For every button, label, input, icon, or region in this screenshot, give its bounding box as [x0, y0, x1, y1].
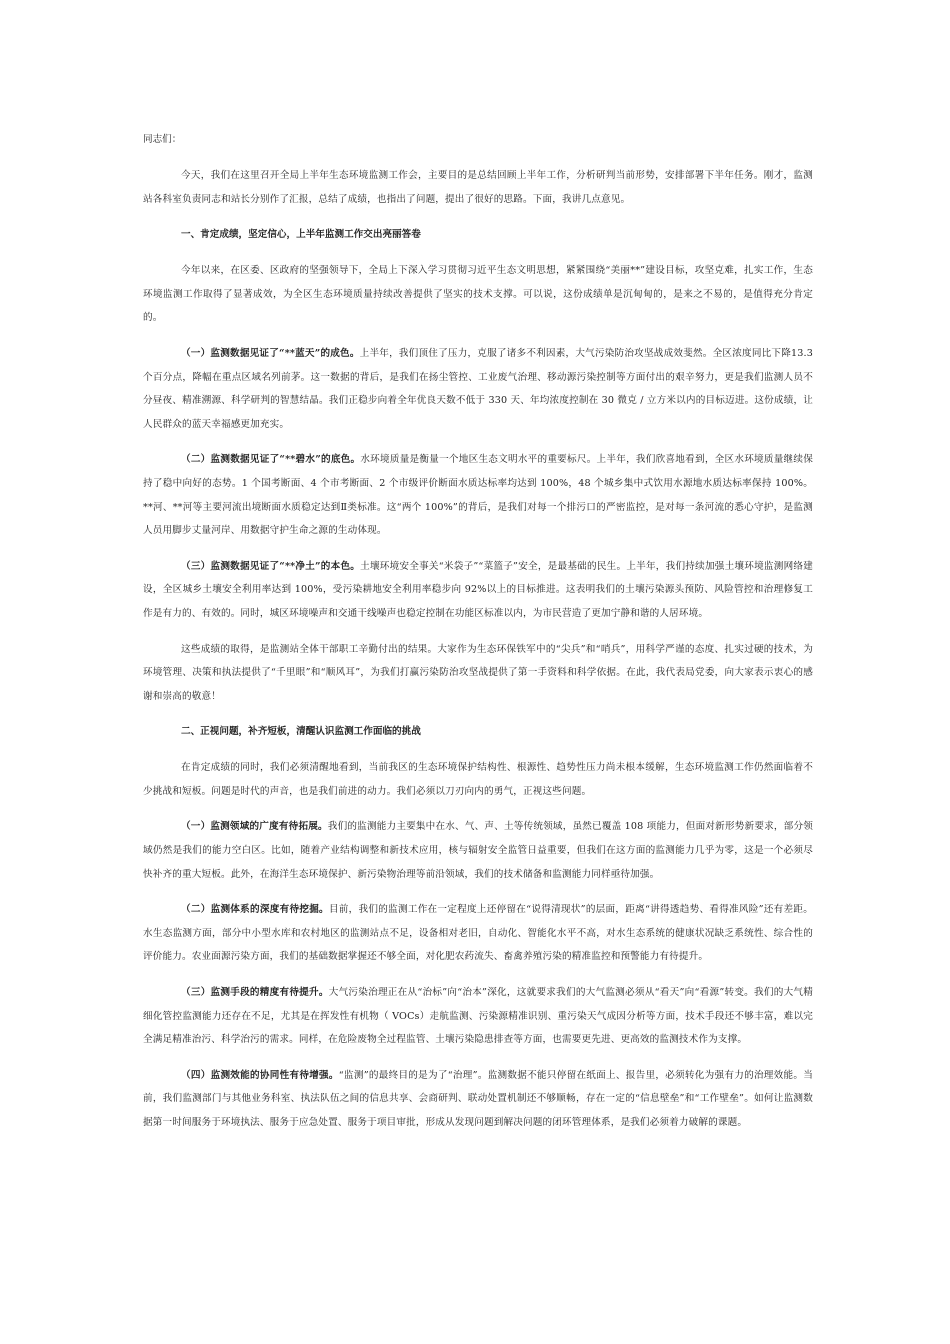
- item-lead: （一）监测数据见证了“**蓝天”的成色。: [181, 347, 360, 359]
- item-text: “监测”的最终目的是为了“治理”。监测数据不能只停留在纸面上、报告里，必须转化为强有力的治理效能。当前，我们监测部门与其他业务科室、执法队伍之间的信息共享、会商研判、联动处置机制还不够顺畅，存在一定的“信息壁垒”和“工作壁垒”。如何让监测数据第一时间服务于环境执法、服务于应急处置、服务于项目审批，形成从发现问题到解决问题的闭环管理体系，是我们必须着力破解的课题。: [143, 1069, 813, 1128]
- item-text: 目前，我们的监测工作在一定程度上还停留在“说得清现状”的层面，距离“讲得透趋势、看得准风险”还有差距。水生态监测方面，部分中小型水库和农村地区的监测站点不足，设备相对老旧，自动化、智能化水平不高，对水生态系统的健康状况缺乏系统性、综合性的评价能力。农业面源污染方面，我们的基础数据掌握还不够全面，对化肥农药流失、畜禽养殖污染的精准监控和预警能力有待提升。: [143, 904, 813, 963]
- salutation: 同志们：: [143, 134, 182, 145]
- item-text: 土壤环境安全事关“米袋子”“菜篮子”安全，是最基础的民生。上半年，我们持续加强土壤环境监测网络建设，全区城乡土壤安全利用率达到 100%，受污染耕地安全利用率稳步向 92%以上的目标推进。这表明我们的土壤污染源头预防、风险管控和治理修复工作是有力的、有效的。同时，城区环境噪声和交通干线噪声也稳定控制在功能区标准以内，为市民营造了更加宁静和谐的人居环境。: [143, 560, 813, 619]
- section-2-item-3: [143, 981, 813, 1052]
- section-2-item-4: [143, 1064, 813, 1135]
- item-lead: （四）监测效能的协同性有待增强。: [181, 1069, 339, 1081]
- document-page: [143, 128, 813, 1147]
- intro-paragraph: 今天，我们在这里召开全局上半年生态环境监测工作会，主要目的是总结回顾上半年工作，分析研判当前形势，安排部署下半年任务。刚才，监测站各科室负责同志和站长分别作了汇报，总结了成绩，也指出了问题，提出了很好的思路。下面，我讲几点意见。: [143, 170, 813, 205]
- item-lead: （二）监测体系的深度有待挖掘。: [181, 904, 329, 916]
- section-1-body: 今年以来，在区委、区政府的坚强领导下，全局上下深入学习贯彻习近平生态文明思想，紧紧围绕“美丽**”建设目标，攻坚克难，扎实工作，生态环境监测工作取得了显著成效，为全区生态环境质量持续改善提供了坚实的技术支撑。可以说，这份成绩单是沉甸甸的，是来之不易的，是值得充分肯定的。: [143, 265, 813, 324]
- section-1-closing: 这些成绩的取得，是监测站全体干部职工辛勤付出的结果。大家作为生态环保铁军中的“尖兵”和“哨兵”，用科学严谨的态度、扎实过硬的技术，为环境管理、决策和执法提供了“千里眼”和“顺风耳”，为我们打赢污染防治攻坚战提供了第一手资料和科学依据。在此，我代表局党委，向大家表示衷心的感谢和崇高的敬意！: [143, 643, 813, 702]
- section-2-body: 在肯定成绩的同时，我们必须清醒地看到，当前我区的生态环境保护结构性、根源性、趋势性压力尚未根本缓解，生态环境监测工作仍然面临着不少挑战和短板。问题是时代的声音，也是我们前进的动力。我们必须以刀刃向内的勇气，正视这些问题。: [143, 762, 813, 797]
- section-2-item-2: [143, 898, 813, 969]
- item-lead: （二）监测数据见证了“**碧水”的底色。: [181, 454, 361, 466]
- section-1-item-1: [143, 342, 813, 436]
- item-text: 水环境质量是衡量一个地区生态文明水平的重要标尺。上半年，我们欣喜地看到，全区水环境质量继续保持了稳中向好的态势。1 个国考断面、4 个市考断面、2 个市级评价断面水质达标率均达到 100%，48 个城乡集中式饮用水源地水质达标率保持 100%。**河、**河等主要河流出境断面水质稳定达到Ⅱ类标准。这“两个 100%”的背后，是我们对每一个排污口的严密监控，是对每一条河流的悉心守护，是监测人员用脚步丈量河岸、用数据守护生命之源的生动体现。: [143, 454, 813, 537]
- item-lead: （一）监测领域的广度有待拓展。: [181, 821, 328, 833]
- section-2-heading: 二、正视问题，补齐短板，清醒认识监测工作面临的挑战: [181, 726, 421, 738]
- item-text: 上半年，我们顶住了压力，克服了诸多不利因素，大气污染防治攻坚战成效斐然。全区浓度同比下降13.3个百分点，降幅在重点区域名列前茅。这一数据的背后，是我们在扬尘管控、工业废气治理、移动源污染控制等方面付出的艰辛努力，更是我们监测人员不分昼夜、精准溯源、科学研判的智慧结晶。我们正稳步向着全年优良天数不低于 330 天、年均浓度控制在 30 微克 / 立方米以内的目标迈进。这份成绩，让人民群众的蓝天幸福感更加充实。: [143, 347, 813, 430]
- item-lead: （三）监测数据见证了“**净土”的本色。: [181, 560, 361, 572]
- section-1-heading: 一、肯定成绩，坚定信心，上半年监测工作交出亮丽答卷: [181, 229, 421, 241]
- item-lead: （三）监测手段的精度有待提升。: [181, 987, 329, 999]
- item-text: 我们的监测能力主要集中在水、气、声、土等传统领域，虽然已覆盖 108 项能力，但面对新形势新要求，部分领域仍然是我们的能力空白区。比如，随着产业结构调整和新技术应用，核与辐射安全监管日益重要，但我们在这方面的监测能力几乎为零，这是一个必须尽快补齐的重大短板。此外，在海洋生态环境保护、新污染物治理等前沿领域，我们的技术储备和监测能力同样亟待加强。: [143, 821, 813, 880]
- section-2-item-1: [143, 815, 813, 886]
- section-1-item-2: [143, 448, 813, 542]
- section-1-item-3: [143, 555, 813, 626]
- item-text: 大气污染治理正在从“治标”向“治本”深化，这就要求我们的大气监测必须从“看天”向“看源”转变。我们的大气精细化管控监测能力还存在不足，尤其是在挥发性有机物（ VOCs）走航监测、污染源精准识别、重污染天气成因分析等方面，技术手段还不够丰富，难以完全满足精准治污、科学治污的需求。同样，在危险废物全过程监管、土壤污染隐患排查等方面，也需要更先进、更高效的监测技术作为支撑。: [143, 987, 814, 1046]
